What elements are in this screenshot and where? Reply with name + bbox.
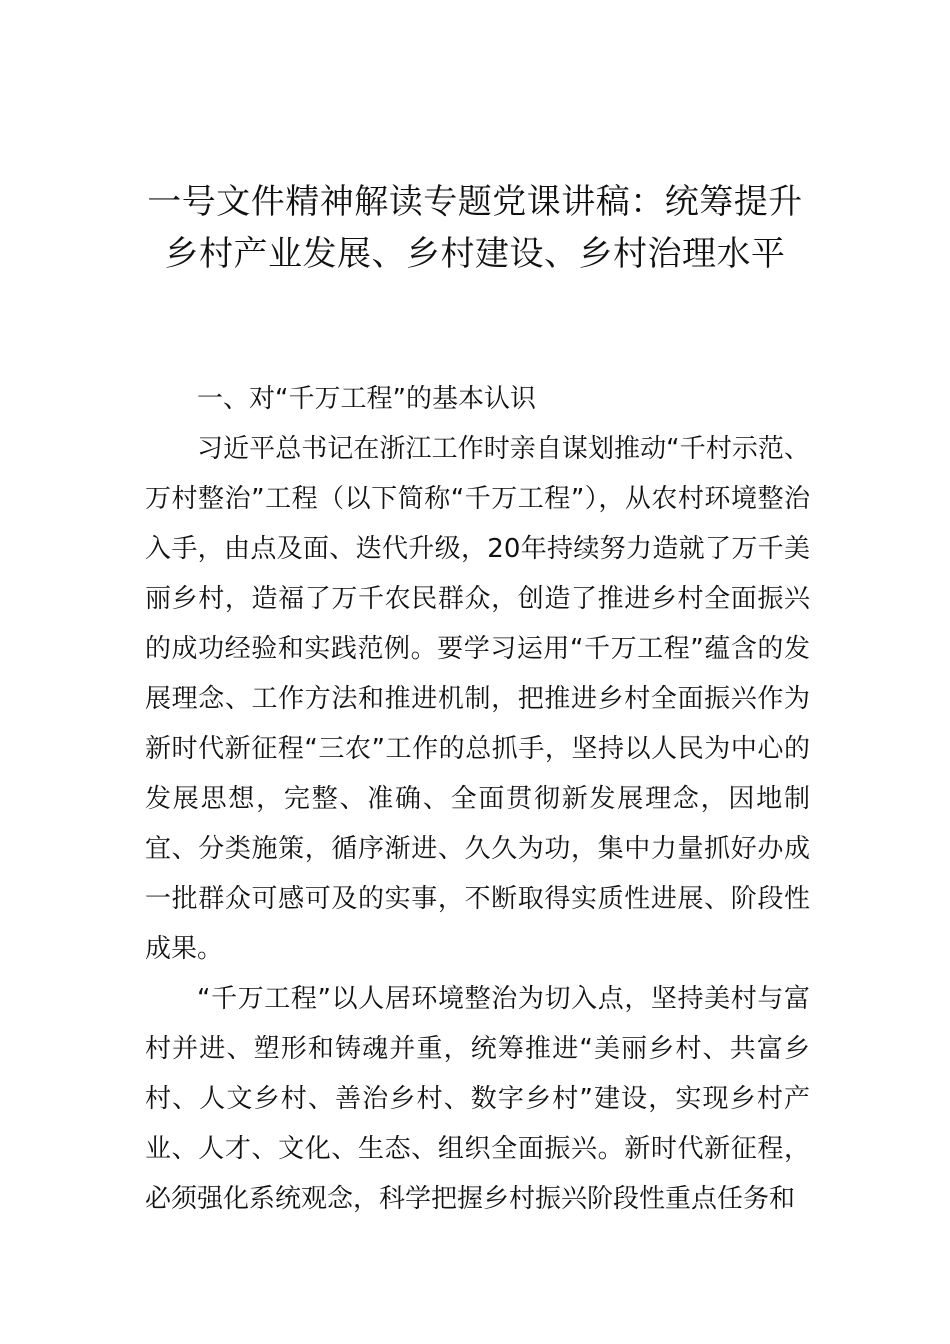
paragraph: 习近平总书记在浙江工作时亲自谋划推动“千村示范、万村整治”工程（以下简称“千万工程”），从农村环境整治入手，由点及面、迭代升级，20年持续努力造就了万千美丽乡村，造福了万千农民群众，创造了推进乡村全面振兴的成功经验和实践范例。要学习运用“千万工程”蕴含的发展理念、工作方法和推进机制，把推进乡村全面振兴作为新时代新征程“三农”工作的总抓手，坚持以人民为中心的发展思想，完整、准确、全面贯彻新发展理念，因地制宜、分类施策，循序渐进、久久为功，集中力量抓好办成一批群众可感可及的实事，不断取得实质性进展、阶段性成果。: [145, 434, 810, 964]
document-body: [145, 374, 810, 1224]
section-heading: 一、对“千万工程”的基本认识: [197, 384, 536, 414]
document-title: 一号文件精神解读专题党课讲稿：统筹提升乡村产业发展、乡村建设、乡村治理水平: [147, 182, 803, 274]
paragraph: “千万工程”以人居环境整治为切入点，坚持美村与富村并进、塑形和铸魂并重，统筹推进“美丽乡村、共富乡村、人文乡村、善治乡村、数字乡村”建设，实现乡村产业、人才、文化、生态、组织全面振兴。新时代新征程，必须强化系统观念，科学把握乡村振兴阶段性重点任务和: [145, 984, 810, 1214]
